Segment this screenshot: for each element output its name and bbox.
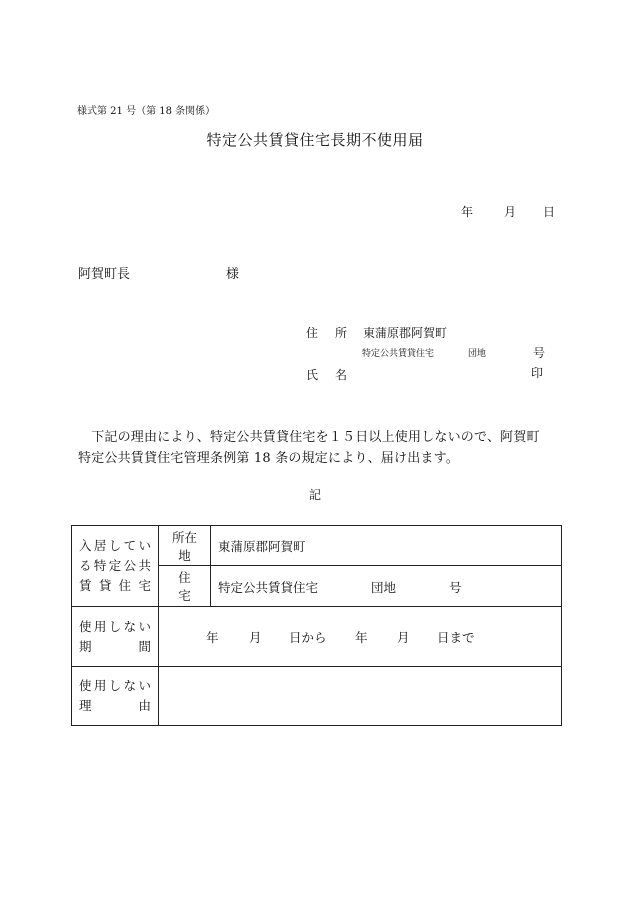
period-end-day: 日まで	[437, 630, 475, 645]
residence-header-line-2: る特定公共	[79, 558, 151, 573]
address-value: 東蒲原郡阿賀町	[363, 326, 448, 340]
addressee-honorific: 様	[226, 267, 240, 282]
document-title: 特定公共賃貸住宅長期不使用届	[206, 131, 424, 149]
name-label-2: 名	[335, 368, 348, 382]
residence-header-cell	[72, 526, 159, 607]
reason-value-cell[interactable]	[159, 667, 562, 726]
application-table	[71, 525, 562, 726]
house-label: 住 宅	[159, 566, 211, 607]
address-label-2: 所	[335, 326, 348, 340]
table-row	[72, 667, 562, 726]
period-value-cell[interactable]	[159, 607, 562, 667]
addressee-name: 阿賀町長	[78, 267, 131, 282]
form-number: 様式第 21 号（第 18 条関係）	[77, 106, 216, 117]
applicant-housing-name: 特定公共賃貸住宅	[362, 349, 435, 359]
reason-header-line-2: 理由	[79, 698, 151, 713]
table-row	[72, 526, 562, 566]
body-line-1: 下記の理由により、特定公共賃貸住宅を１５日以上使用しないので、阿賀町	[78, 430, 540, 445]
period-start-month: 月	[249, 630, 262, 645]
address-label-1: 住	[306, 326, 319, 340]
house-value-line	[211, 566, 561, 606]
date-month: 月	[504, 205, 517, 219]
residence-header-line-1: 入居してい	[79, 538, 151, 553]
house-go: 号	[449, 580, 462, 595]
period-start-day: 日から	[289, 630, 327, 645]
location-value[interactable]: 東蒲原郡阿賀町	[211, 526, 562, 566]
reason-header-line-1: 使用しない	[79, 678, 151, 693]
seal-mark: 印	[531, 366, 544, 380]
table-row	[72, 607, 562, 667]
period-end-month: 月	[397, 630, 410, 645]
date-day: 日	[543, 205, 556, 219]
period-end-year: 年	[355, 630, 368, 645]
name-label-1: 氏	[306, 368, 319, 382]
ki-heading: 記	[308, 488, 321, 502]
period-header-line-1: 使用しない	[79, 618, 151, 634]
house-danchi: 団地	[371, 580, 397, 595]
applicant-danchi: 団地	[468, 349, 487, 359]
house-value: 特定公共賃貸住宅	[218, 580, 319, 595]
body-line-2: 特定公共賃貸住宅管理条例第 18 条の規定により、届け出ます。	[78, 451, 459, 466]
location-label: 所在地	[159, 526, 211, 566]
period-value-line	[159, 607, 561, 666]
residence-header-line-3: 賃貸住宅	[79, 578, 151, 593]
period-header-cell	[72, 607, 159, 667]
reason-header-cell	[72, 667, 159, 726]
period-header-line-2: 期間	[79, 638, 151, 654]
applicant-go: 号	[533, 346, 546, 360]
house-value-cell[interactable]	[211, 566, 562, 607]
date-year: 年	[461, 205, 474, 219]
period-start-year: 年	[206, 630, 219, 645]
